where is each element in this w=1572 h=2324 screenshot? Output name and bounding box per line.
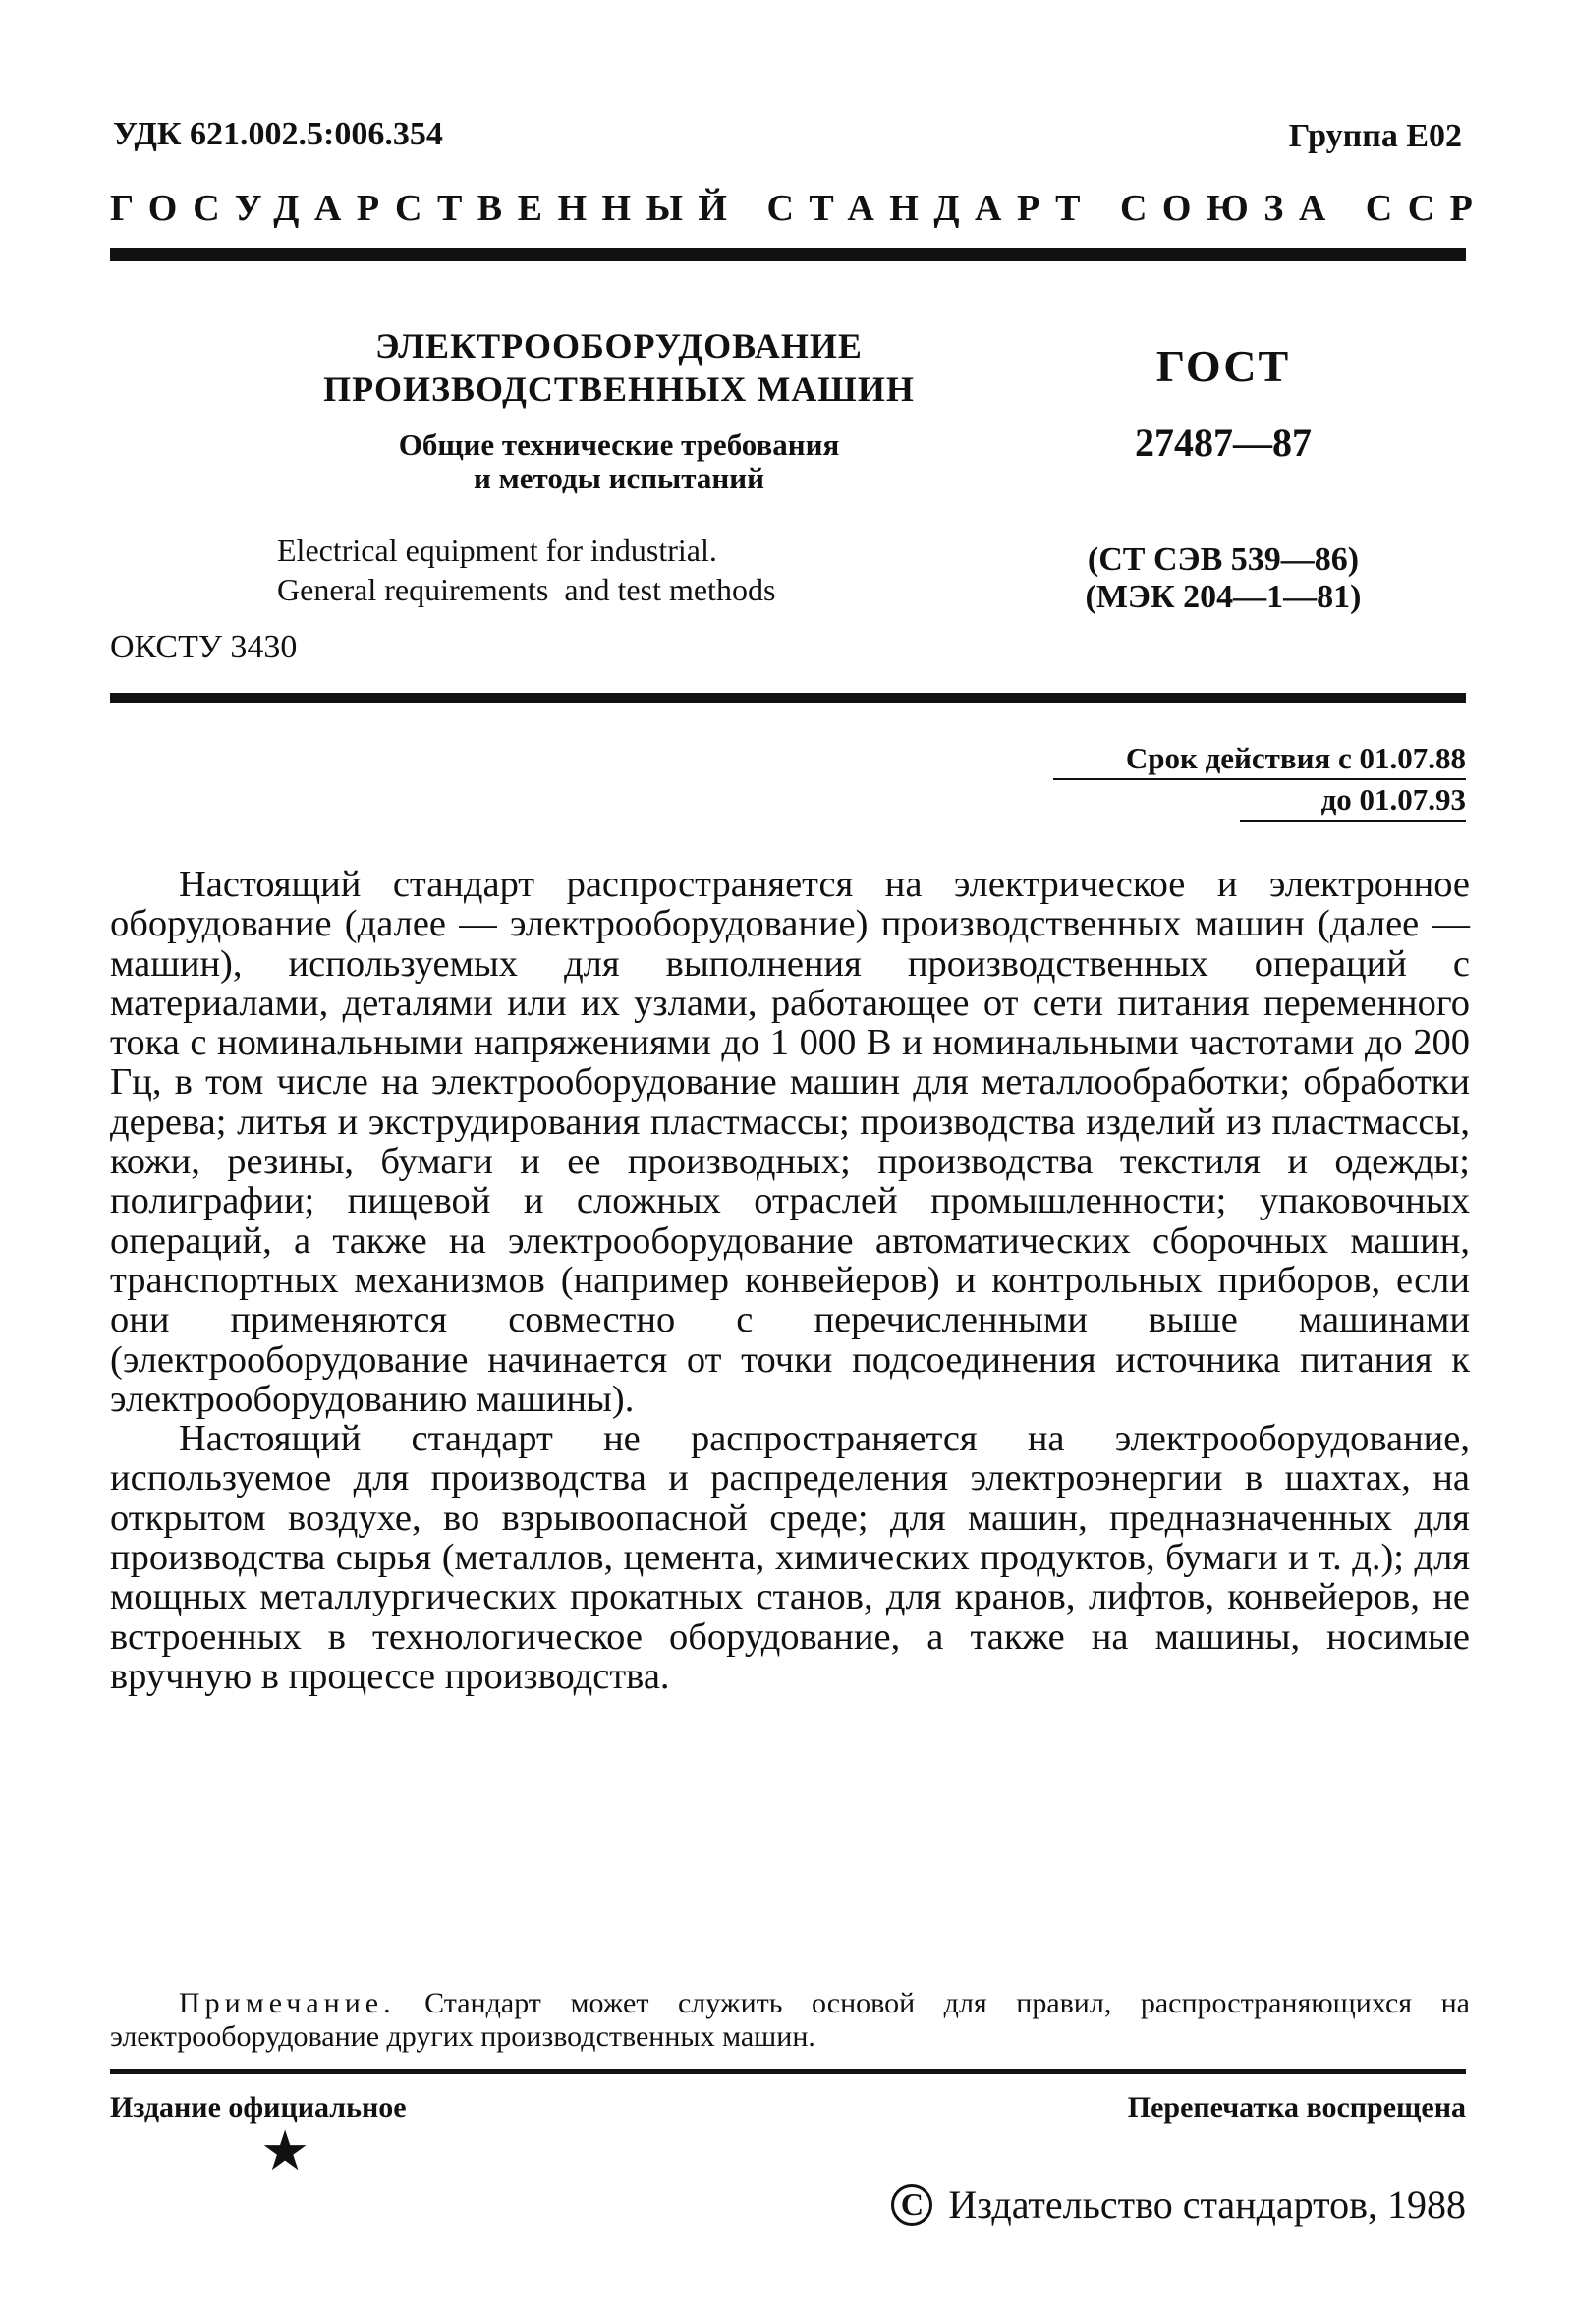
reprint-notice: Перепечатка воспрещена	[1127, 2091, 1466, 2124]
english-title	[277, 531, 965, 609]
title-line-1: ЭЛЕКТРООБОРУДОВАНИЕ	[375, 326, 863, 366]
title-line-2: ПРОИЗВОДСТВЕННЫХ МАШИН	[323, 369, 915, 409]
copyright	[891, 2182, 1466, 2228]
note-label: Примечание.	[179, 1987, 396, 2019]
english-title-line-2: General requirements and test methods	[277, 572, 776, 607]
subtitle-line-2: и методы испытаний	[474, 461, 764, 495]
gost-block	[1061, 339, 1385, 616]
group-code: Группа Е02	[1288, 118, 1462, 154]
validity-to: до 01.07.93	[1320, 782, 1466, 817]
body-paragraph-2: Настоящий стандарт не распространяется на электрооборудование, используемое для производства и распределения электроэнергии в шахтах, на открытом воздухе, во взрывоопасной среде; для машин, предназначенных для производства сырья (металлов, цемента, химических продуктов, бумаги и т. д.); для мощных металлургических прокатных станов, для кранов, лифтов, конвейеров, не встроенных в технологическое оборудование, а также на машины, носимые вручную в процессе производства.	[110, 1418, 1470, 1697]
subtitle-line-1: Общие технические требования	[398, 427, 840, 462]
english-title-line-1: Electrical equipment for industrial.	[277, 533, 717, 568]
title-block	[265, 324, 973, 495]
gost-label: ГОСТ	[1155, 341, 1291, 391]
state-standard-heading: ГОСУДАРСТВЕННЫЙ СТАНДАРТ СОЮЗА ССР	[110, 188, 1488, 229]
validity-from: Срок действия с 01.07.88	[1125, 741, 1466, 775]
top-divider	[110, 248, 1466, 261]
validity-underline-2	[1240, 820, 1466, 822]
udk-code: УДК 621.002.5:006.354	[113, 116, 443, 152]
validity-block	[1053, 739, 1466, 822]
body-paragraph-1: Настоящий стандарт распространяется на электрическое и электронное оборудование (далее — электрооборудование) производственных машин (далее — машин), используемых для выполнения производственных операций с материалами, деталями или их узлами, работающее от сети питания переменного тока с номинальными напряжениями до 1 000 В и номинальными частотами до 200 Гц, в том числе на электрооборудование машин для металлообработки; обработки дерева; литья и экструдирования пластмассы; производства изделий из пластмассы, кожи, резины, бумаги и ее производных; производства текстиля и одежды; полиграфии; пищевой и сложных отраслей промышленности; упаковочных операций, а также на электрооборудование автоматических сборочных машин, транспортных механизмов (например конвейеров) и контрольных приборов, если они применяются совместно с перечисленными выше машинами (электрооборудование начинается от точки подсоединения источника питания к электрооборудованию машины).	[110, 864, 1470, 1420]
note	[110, 1987, 1470, 2054]
star-icon: ★	[260, 2122, 310, 2182]
gost-number: 27487—87	[1135, 421, 1312, 465]
copyright-icon: C	[891, 2184, 932, 2226]
middle-divider	[110, 693, 1466, 703]
bottom-divider	[110, 2069, 1466, 2074]
okstu-code: ОКСТУ 3430	[110, 629, 298, 665]
mek-reference: (МЭК 204—1—81)	[1085, 579, 1362, 615]
st-sev-reference: (СТ СЭВ 539—86)	[1087, 541, 1360, 578]
publisher-text: Издательство стандартов, 1988	[948, 2182, 1466, 2227]
edition-label: Издание официальное	[110, 2091, 407, 2124]
body-text	[110, 865, 1470, 1696]
note-text: Стандарт может служить основой для правил, распространяющихся на электрооборудование других производственных машин.	[110, 1987, 1470, 2053]
